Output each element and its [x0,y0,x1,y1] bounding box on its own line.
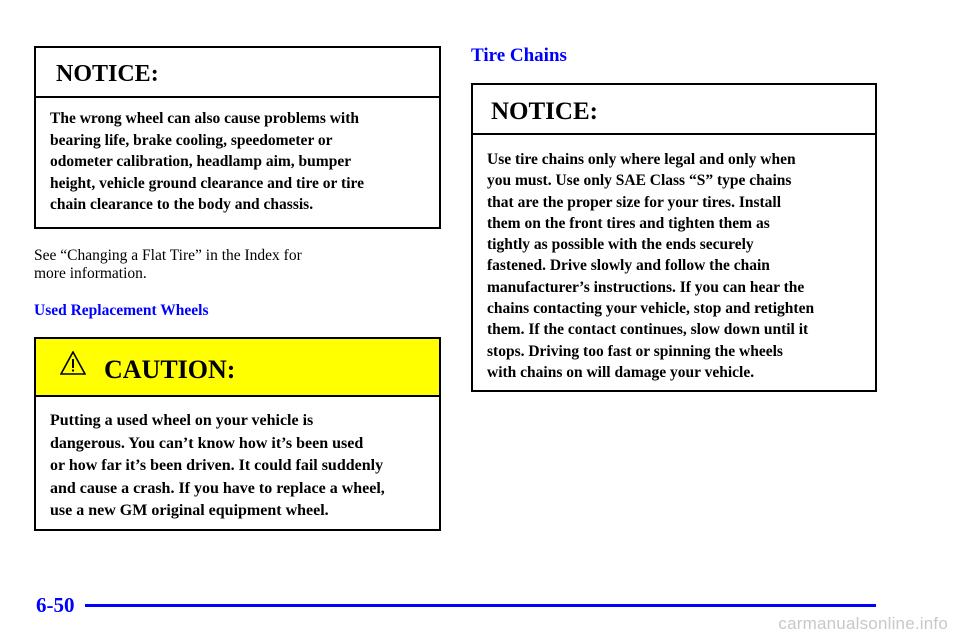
notice-title: NOTICE: [473,85,875,135]
page-number: 6-50 [36,593,75,617]
notice-title: NOTICE: [36,48,439,98]
notice-body: Use tire chains only where legal and only when you must. Use only SAE Class “S” type chains that are the proper size for your tires. Install them on the front tires and tighten them as tightly as possible with the ends securely fastened. Drive slowly and follow the chain manufacturer’s instructions. If you can hear the chains contacting your vehicle, stop and retighten them. If the contact continues, slow down until it stops. Driving too fast or spinning the wheels with chains on will damage your vehicle. [487,151,815,381]
see-index-text: See “Changing a Flat Tire” in the Index for more information. [34,247,302,282]
footer-rule [85,604,876,607]
used-replacement-wheels-heading: Used Replacement Wheels [34,302,209,319]
notice-box-tire-chains [471,83,877,392]
caution-header [36,339,439,397]
warning-triangle-icon [60,351,86,375]
caution-box-used-wheel [34,337,441,531]
notice-box-wrong-wheel [34,46,441,229]
caution-title: CAUTION: [104,355,236,384]
notice-body: The wrong wheel can also cause problems with bearing life, brake cooling, speedometer or odometer calibration, headlamp aim, bumper height, vehicle ground clearance and tire or tire chain clearance to the body and chassis. [50,110,364,213]
tire-chains-heading: Tire Chains [471,45,567,66]
watermark: carmanualsonline.info [778,614,948,633]
caution-body: Putting a used wheel on your vehicle is dangerous. You can’t know how it’s been used or how far it’s been driven. It could fail suddenly and cause a crash. If you have to replace a wheel, use a new GM original equipment wheel. [50,412,385,519]
